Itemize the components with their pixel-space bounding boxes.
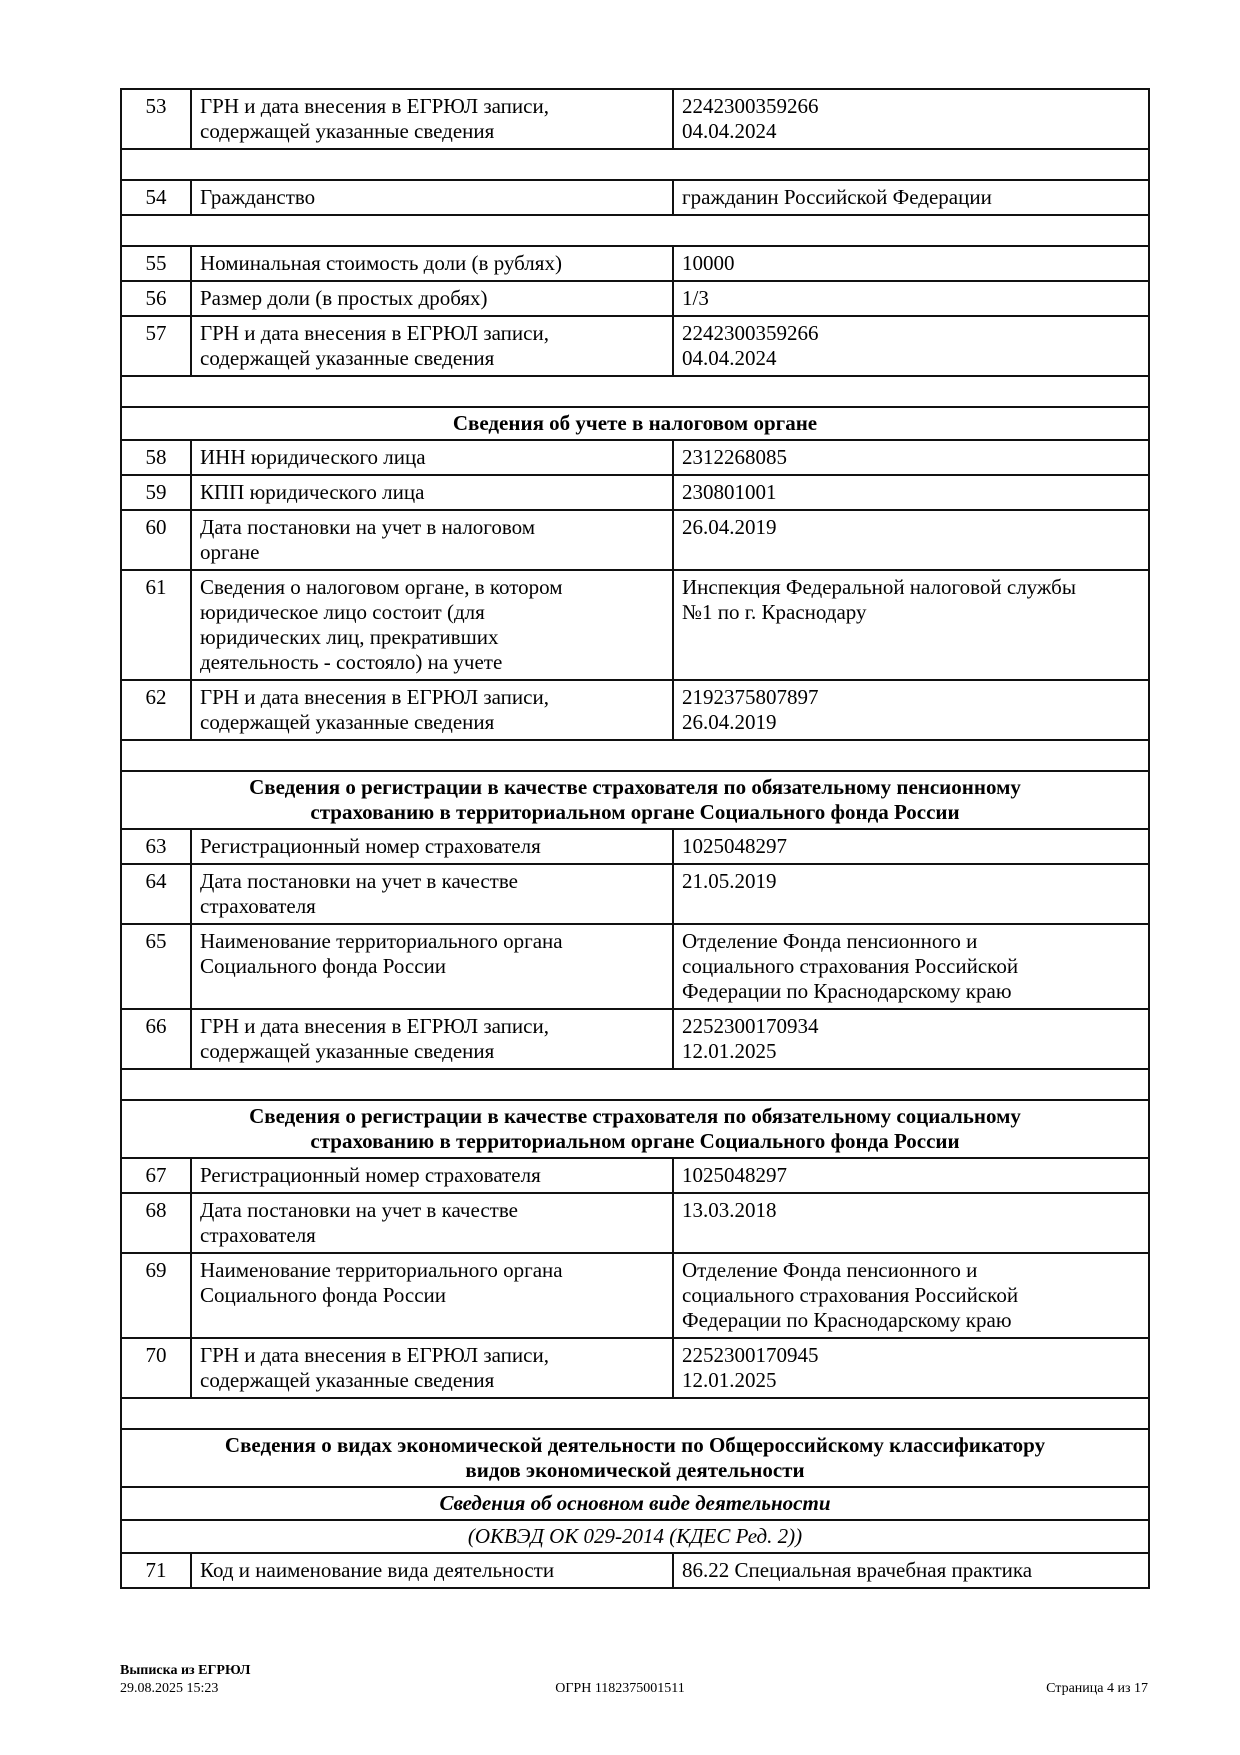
row-number: 62 <box>121 680 191 740</box>
row-value-line: социального страхования Российской <box>682 1283 1019 1307</box>
row-label-line: Регистрационный номер страхователя <box>200 1163 541 1187</box>
row-number: 66 <box>121 1009 191 1069</box>
row-label <box>191 316 673 376</box>
row-label-line: ИНН юридического лица <box>200 445 426 469</box>
row-label <box>191 829 673 864</box>
row-value <box>673 1009 1149 1069</box>
table-row <box>121 510 1149 570</box>
section-header-row <box>121 1429 1149 1487</box>
table-row <box>121 1193 1149 1253</box>
section-header-row <box>121 1100 1149 1158</box>
table-row <box>121 1158 1149 1193</box>
row-label-line: юридических лиц, прекративших <box>200 625 499 649</box>
row-label-line: ГРН и дата внесения в ЕГРЮЛ записи, <box>200 321 549 345</box>
row-number: 53 <box>121 89 191 149</box>
row-label-line: содержащей указанные сведения <box>200 1039 495 1063</box>
table-row <box>121 281 1149 316</box>
section-header-row <box>121 1520 1149 1553</box>
row-value-line: гражданин Российской Федерации <box>682 185 992 209</box>
row-label <box>191 1553 673 1588</box>
row-number: 64 <box>121 864 191 924</box>
row-value <box>673 570 1149 680</box>
section-header <box>121 1520 1149 1553</box>
row-label <box>191 1009 673 1069</box>
row-value-line: 21.05.2019 <box>682 869 777 893</box>
row-value-line: 13.03.2018 <box>682 1198 777 1222</box>
spacer-cell <box>121 740 1149 771</box>
table-row <box>121 924 1149 1009</box>
row-value-line: Федерации по Краснодарскому краю <box>682 979 1012 1003</box>
row-value <box>673 1553 1149 1588</box>
row-value-line: 2242300359266 <box>682 94 819 118</box>
row-value-line: 2192375807897 <box>682 685 819 709</box>
row-label-line: ГРН и дата внесения в ЕГРЮЛ записи, <box>200 94 549 118</box>
table-row <box>121 864 1149 924</box>
row-value-line: 12.01.2025 <box>682 1368 777 1392</box>
row-label-line: Дата постановки на учет в качестве <box>200 869 518 893</box>
section-header-row <box>121 407 1149 440</box>
row-value <box>673 281 1149 316</box>
row-value <box>673 864 1149 924</box>
footer-ogrn: ОГРН 1182375001511 <box>555 1681 685 1696</box>
section-header-line: Сведения об учете в налоговом органе <box>452 411 818 435</box>
spacer-row <box>121 1398 1149 1429</box>
row-value-line: 1/3 <box>682 286 709 310</box>
row-label-line: Гражданство <box>200 185 316 209</box>
row-value <box>673 180 1149 215</box>
row-number: 55 <box>121 246 191 281</box>
row-number: 59 <box>121 475 191 510</box>
row-number: 57 <box>121 316 191 376</box>
row-label <box>191 924 673 1009</box>
row-number: 63 <box>121 829 191 864</box>
row-label-line: Дата постановки на учет в качестве <box>200 1198 518 1222</box>
row-value-line: 2242300359266 <box>682 321 819 345</box>
row-value <box>673 246 1149 281</box>
section-header-row <box>121 1487 1149 1520</box>
row-value-line: 2252300170945 <box>682 1343 819 1367</box>
row-value-line: 1025048297 <box>682 1163 787 1187</box>
section-header <box>121 771 1149 829</box>
row-label <box>191 1338 673 1398</box>
table-row <box>121 829 1149 864</box>
row-value-line: 04.04.2024 <box>682 119 777 143</box>
row-value <box>673 440 1149 475</box>
row-value <box>673 829 1149 864</box>
row-value <box>673 510 1149 570</box>
row-value-line: 2252300170934 <box>682 1014 819 1038</box>
row-value <box>673 89 1149 149</box>
row-label-line: содержащей указанные сведения <box>200 346 495 370</box>
row-label <box>191 1158 673 1193</box>
row-label <box>191 680 673 740</box>
table-row <box>121 316 1149 376</box>
row-label-line: страхователя <box>200 894 316 918</box>
section-header-line: (ОКВЭД ОК 029-2014 (КДЕС Ред. 2)) <box>467 1524 803 1548</box>
spacer-row <box>121 1069 1149 1100</box>
row-value-line: 26.04.2019 <box>682 515 777 539</box>
section-header-row <box>121 771 1149 829</box>
row-value-line: 230801001 <box>682 480 777 504</box>
row-value <box>673 1193 1149 1253</box>
row-label <box>191 246 673 281</box>
row-label-line: КПП юридического лица <box>200 480 425 504</box>
row-label <box>191 570 673 680</box>
table-row <box>121 89 1149 149</box>
spacer-cell <box>121 1398 1149 1429</box>
row-label <box>191 89 673 149</box>
table-row <box>121 180 1149 215</box>
table-row <box>121 1338 1149 1398</box>
row-label-line: ГРН и дата внесения в ЕГРЮЛ записи, <box>200 1014 549 1038</box>
section-header-line: видов экономической деятельности <box>465 1458 805 1482</box>
row-label-line: Регистрационный номер страхователя <box>200 834 541 858</box>
row-value <box>673 1338 1149 1398</box>
spacer-row <box>121 149 1149 180</box>
spacer-cell <box>121 1069 1149 1100</box>
row-label-line: содержащей указанные сведения <box>200 1368 495 1392</box>
row-label <box>191 864 673 924</box>
row-value <box>673 680 1149 740</box>
row-label-line: органе <box>200 540 260 564</box>
row-number: 67 <box>121 1158 191 1193</box>
table-row <box>121 1253 1149 1338</box>
row-value-line: 26.04.2019 <box>682 710 777 734</box>
row-label-line: Наименование территориального органа <box>200 1258 563 1282</box>
row-label-line: Размер доли (в простых дробях) <box>200 286 488 310</box>
row-label-line: Код и наименование вида деятельности <box>200 1558 555 1582</box>
row-label <box>191 180 673 215</box>
row-number: 54 <box>121 180 191 215</box>
section-header <box>121 1429 1149 1487</box>
row-number: 56 <box>121 281 191 316</box>
row-label-line: Социального фонда России <box>200 954 447 978</box>
row-label-line: деятельность - состояло) на учете <box>200 650 503 674</box>
section-header-line: страхованию в территориальном органе Социального фонда России <box>310 1129 960 1153</box>
row-value-line: 1025048297 <box>682 834 787 858</box>
egrul-table <box>120 88 1150 1589</box>
table-row <box>121 246 1149 281</box>
row-label <box>191 475 673 510</box>
row-label-line: Наименование территориального органа <box>200 929 563 953</box>
row-number: 70 <box>121 1338 191 1398</box>
table-row <box>121 1553 1149 1588</box>
row-value-line: 10000 <box>682 251 735 275</box>
footer-page-number: Страница 4 из 17 <box>1046 1681 1148 1696</box>
section-header-line: страхованию в территориальном органе Социального фонда России <box>310 800 960 824</box>
row-value-line: Отделение Фонда пенсионного и <box>682 929 978 953</box>
row-label <box>191 510 673 570</box>
row-value-line: 86.22 Специальная врачебная практика <box>682 1558 1033 1582</box>
footer-datetime: 29.08.2025 15:23 <box>120 1681 219 1696</box>
spacer-row <box>121 376 1149 407</box>
row-value <box>673 316 1149 376</box>
row-label-line: Сведения о налоговом органе, в котором <box>200 575 563 599</box>
section-header <box>121 1487 1149 1520</box>
row-number: 65 <box>121 924 191 1009</box>
section-header-line: Сведения о видах экономической деятельности по Общероссийскому классификатору <box>224 1433 1046 1457</box>
row-label <box>191 1253 673 1338</box>
row-label-line: содержащей указанные сведения <box>200 119 495 143</box>
row-label-line: юридическое лицо состоит (для <box>200 600 485 624</box>
row-label-line: Номинальная стоимость доли (в рублях) <box>200 251 562 275</box>
table-row <box>121 440 1149 475</box>
table-row <box>121 680 1149 740</box>
row-label-line: Социального фонда России <box>200 1283 447 1307</box>
table-row <box>121 1009 1149 1069</box>
row-value <box>673 1253 1149 1338</box>
row-value-line: Федерации по Краснодарскому краю <box>682 1308 1012 1332</box>
row-value-line: Инспекция Федеральной налоговой службы <box>682 575 1076 599</box>
spacer-cell <box>121 215 1149 246</box>
row-number: 61 <box>121 570 191 680</box>
row-value-line: Отделение Фонда пенсионного и <box>682 1258 978 1282</box>
row-value <box>673 924 1149 1009</box>
row-number: 69 <box>121 1253 191 1338</box>
row-label-line: ГРН и дата внесения в ЕГРЮЛ записи, <box>200 685 549 709</box>
section-header-line: Сведения об основном виде деятельности <box>439 1491 831 1515</box>
section-header <box>121 407 1149 440</box>
row-label-line: страхователя <box>200 1223 316 1247</box>
row-label-line: Дата постановки на учет в налоговом <box>200 515 536 539</box>
row-label-line: содержащей указанные сведения <box>200 710 495 734</box>
spacer-row <box>121 215 1149 246</box>
row-value-line: 12.01.2025 <box>682 1039 777 1063</box>
row-value <box>673 475 1149 510</box>
section-header <box>121 1100 1149 1158</box>
table-row <box>121 475 1149 510</box>
row-label <box>191 1193 673 1253</box>
section-header-line: Сведения о регистрации в качестве страхователя по обязательному пенсионному <box>249 775 1021 799</box>
section-header-line: Сведения о регистрации в качестве страхователя по обязательному социальному <box>249 1104 1021 1128</box>
row-label <box>191 440 673 475</box>
row-value-line: 2312268085 <box>682 445 787 469</box>
table-row <box>121 570 1149 680</box>
row-number: 58 <box>121 440 191 475</box>
row-label-line: ГРН и дата внесения в ЕГРЮЛ записи, <box>200 1343 549 1367</box>
row-label <box>191 281 673 316</box>
row-value-line: 04.04.2024 <box>682 346 777 370</box>
row-value-line: социального страхования Российской <box>682 954 1019 978</box>
spacer-cell <box>121 376 1149 407</box>
row-number: 68 <box>121 1193 191 1253</box>
footer-doc-title: Выписка из ЕГРЮЛ <box>120 1663 251 1678</box>
row-value <box>673 1158 1149 1193</box>
row-number: 71 <box>121 1553 191 1588</box>
spacer-row <box>121 740 1149 771</box>
row-value-line: №1 по г. Краснодару <box>682 600 867 624</box>
row-number: 60 <box>121 510 191 570</box>
spacer-cell <box>121 149 1149 180</box>
